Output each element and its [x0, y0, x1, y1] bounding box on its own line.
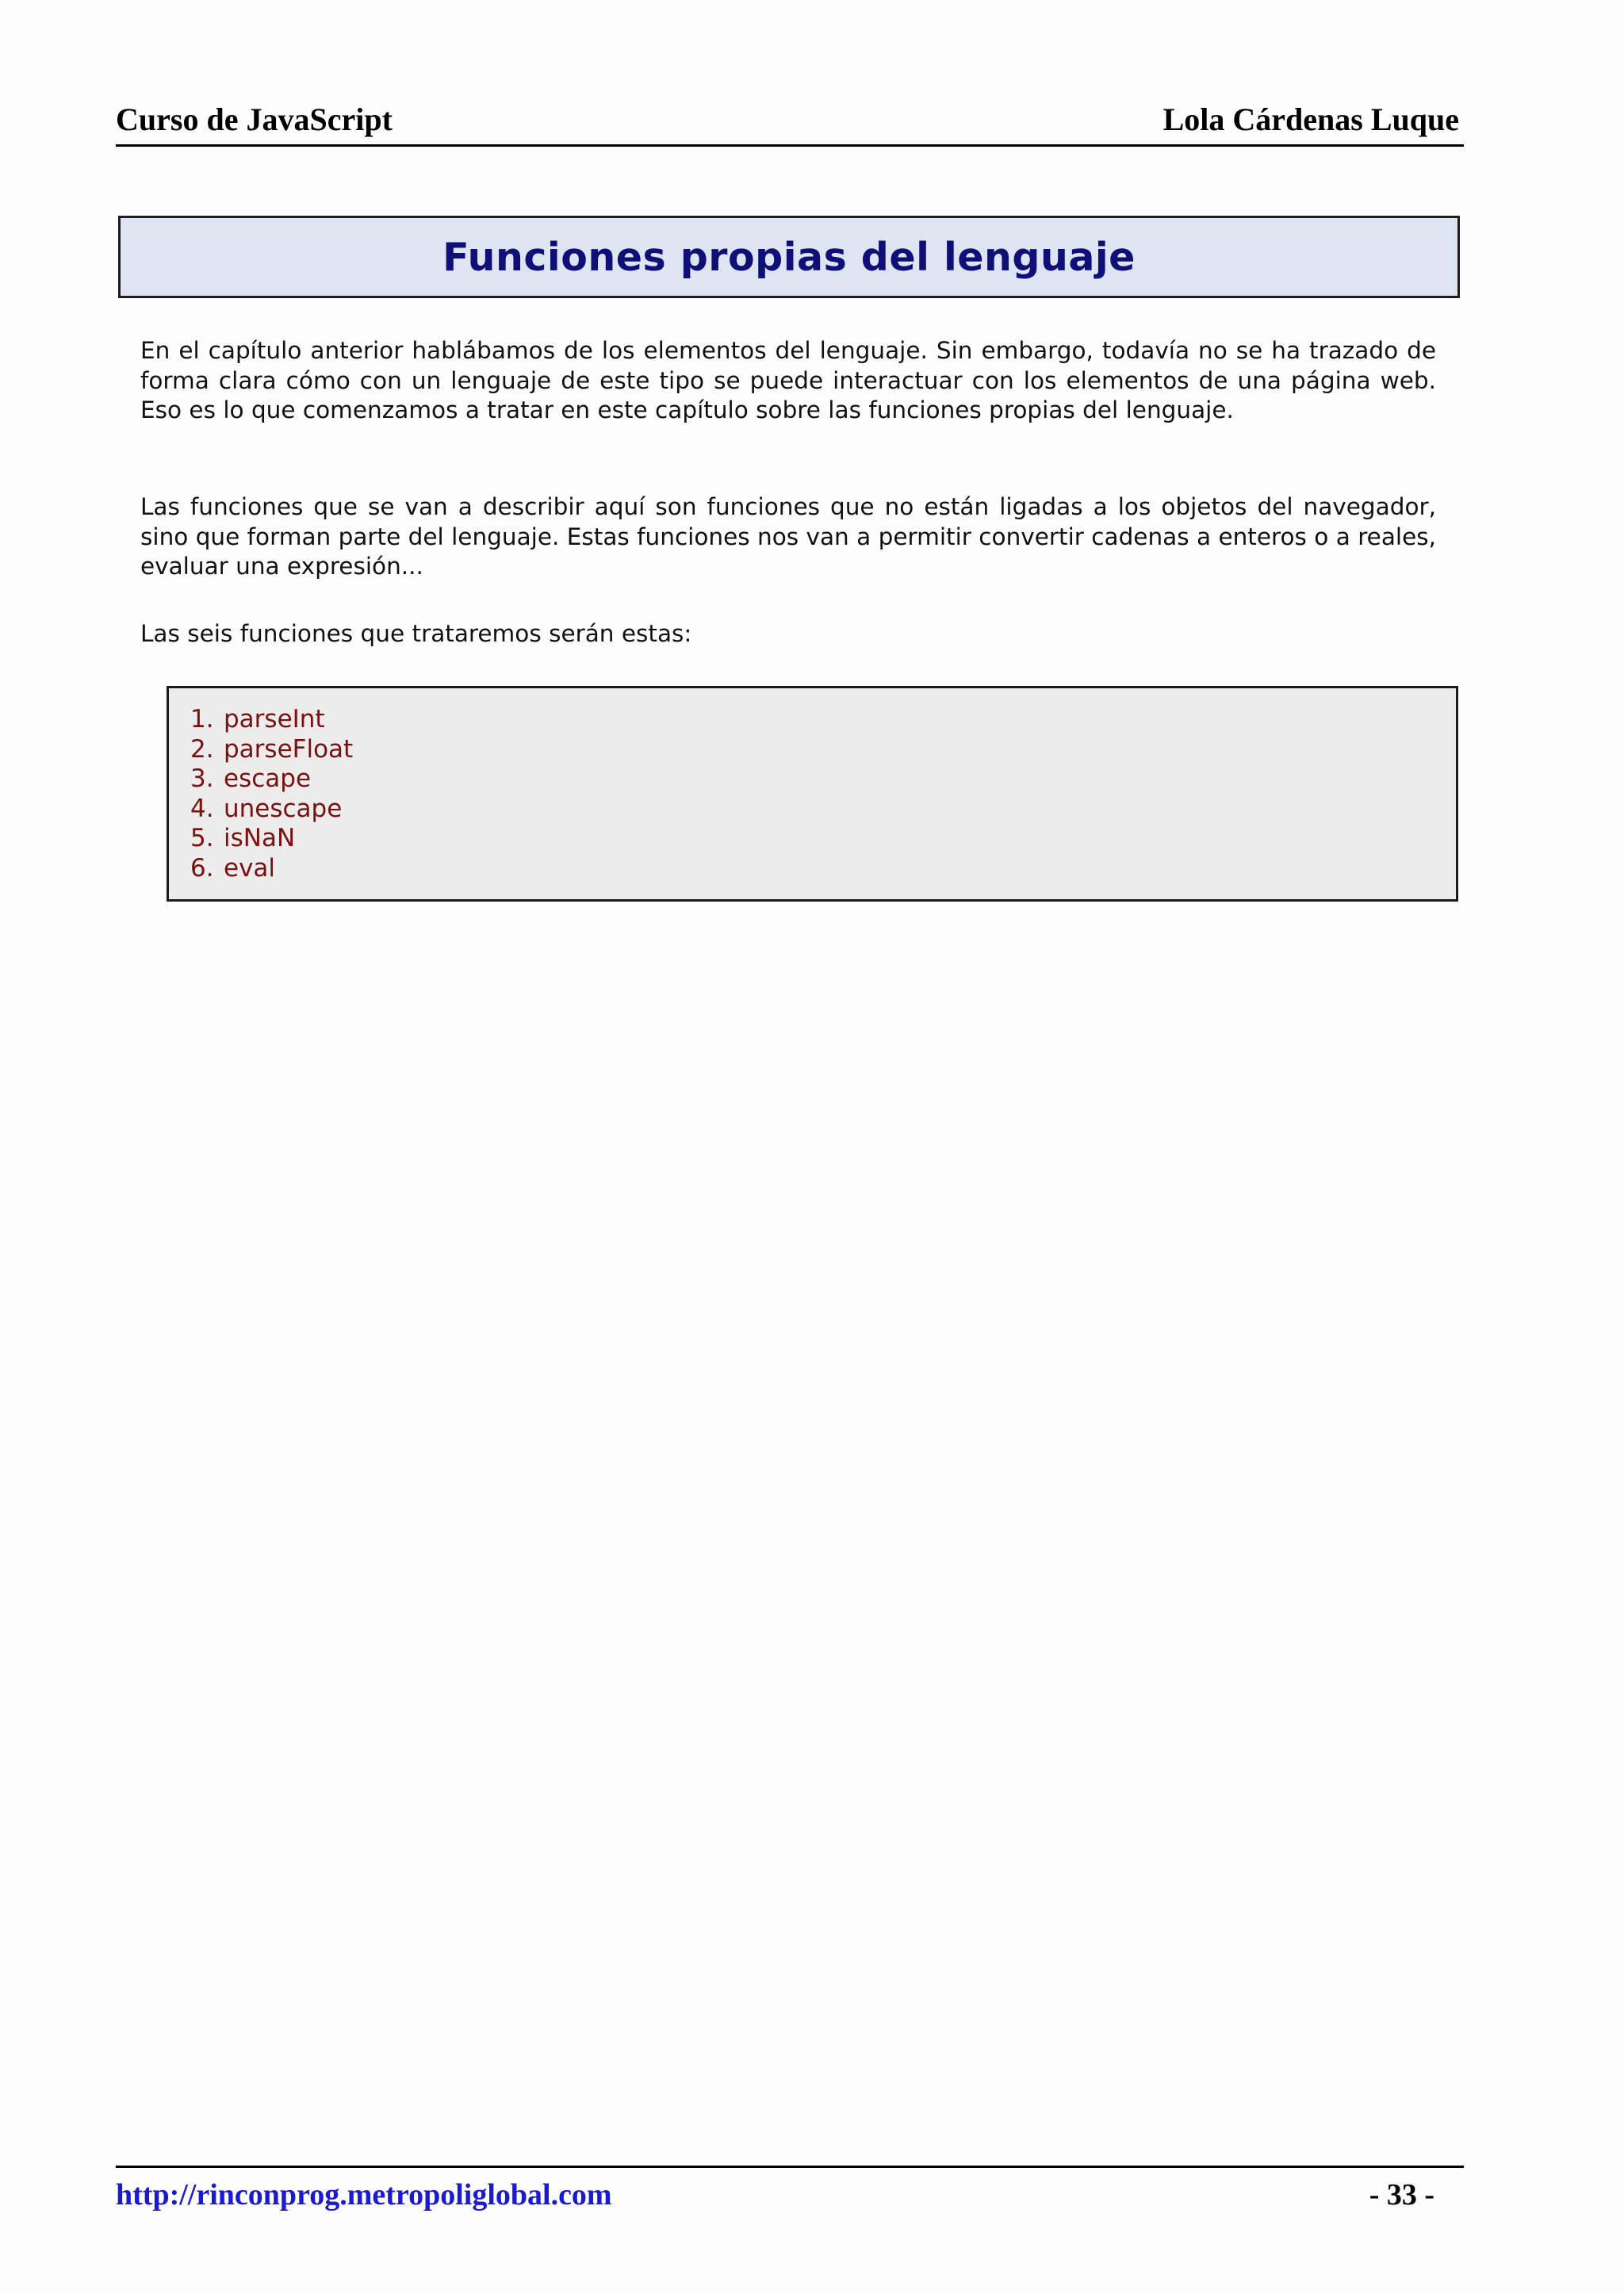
list-item-name: parseFloat: [224, 734, 354, 764]
list-item: [190, 705, 353, 735]
list-item-name: escape: [224, 764, 312, 793]
list-item-name: isNaN: [224, 824, 296, 852]
page-header: [116, 95, 1464, 147]
functions-list: [190, 705, 353, 883]
list-item: [190, 824, 353, 854]
chapter-title-box: [118, 216, 1460, 298]
list-item-number: 5.: [190, 824, 214, 852]
list-item-number: 3.: [190, 764, 214, 793]
list-item-number: 1.: [190, 705, 214, 733]
list-item-number: 6.: [190, 853, 214, 883]
list-item-number: 4.: [190, 794, 214, 823]
list-item-name: eval: [224, 853, 276, 883]
functions-list-box: [167, 686, 1458, 902]
list-item: [190, 764, 353, 795]
header-course-title: Curso de JavaScript: [116, 101, 393, 137]
list-item: [190, 854, 353, 884]
paragraph-description: Las funciones que se van a describir aquí son funciones que no están ligadas a los objetos del navegador, sino que forman parte del lenguaje. Estas funciones nos van a permitir convertir cadenas a enteros o a reales, evaluar una expresión...: [140, 493, 1436, 580]
header-author: Lola Cárdenas Luque: [1162, 101, 1459, 137]
footer-website-link[interactable]: http://rinconprog.metropoliglobal.com: [116, 2178, 612, 2212]
paragraph-intro: En el capítulo anterior hablábamos de los elementos del lenguaje. Sin embargo, todavía no se ha trazado de forma clara cómo con un lenguaje de este tipo se puede interactuar con los elementos de una página web. Eso es lo que comenzamos a tratar en este capítulo sobre las funciones propias del lenguaje.: [140, 337, 1436, 423]
page-number: - 33 -: [1369, 2178, 1434, 2212]
list-item-name: unescape: [224, 794, 343, 823]
paragraph-list-intro: Las seis funciones que trataremos serán estas:: [140, 620, 692, 647]
list-item: [190, 735, 353, 765]
list-item-name: parseInt: [224, 705, 325, 733]
chapter-title: Funciones propias del lenguaje: [442, 234, 1136, 280]
page-footer: [116, 2166, 1464, 2215]
list-item: [190, 795, 353, 825]
list-item-number: 2.: [190, 734, 214, 764]
